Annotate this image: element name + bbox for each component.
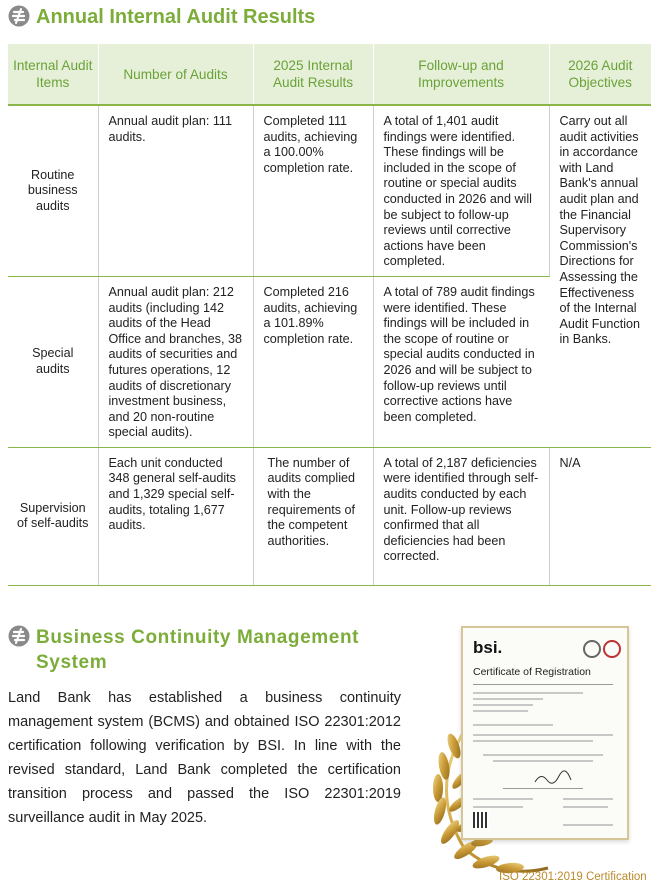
audit-result-cell: Completed 216 audits, achieving a 101.89% completion rate. [253,276,373,447]
column-header: Number of Audits [98,44,253,105]
bcms-paragraph: Land Bank has established a business continuity management system (BCMS) and obtained ISO 22301:2012 certification following verification by BSI. In line with the revised standard, Land Bank completed the certification transition process and passed the ISO 22301:2019 surveillance audit in May 2025. [8,690,401,826]
section-title: Annual Internal Audit Results [36,6,316,28]
column-header: 2026 Audit Objectives [549,44,651,105]
signature-icon [533,770,573,786]
text-line [473,692,583,694]
audit-count-cell: Each unit conducted 348 general self-audits and 1,329 special self-audits, totaling 1,677 audits. [98,447,253,585]
objective-cell: Carry out all audit activities in accordance with Land Bank's annual audit plan and the Financial Supervisory Commission's Directions for Assessing the Effectiveness of the Internal Audit Function in Banks. [549,105,651,447]
section-heading-audit [8,5,315,29]
seal-icon [583,640,601,658]
text-line [473,698,543,700]
followup-cell: A total of 789 audit findings were identified. These findings will be included in the scope of routine or special audits conducted in 2026 and will be subject to follow-up reviews until corrective actions have been completed. [373,276,549,447]
objective-cell: N/A [549,447,651,585]
text-line [563,806,608,808]
seal-icon [603,640,621,658]
column-header: Follow-up and Improvements [373,44,549,105]
audit-results-table [8,44,651,586]
text-line [473,798,533,800]
qr-code-icon [473,812,489,828]
followup-cell: A total of 1,401 audit findings were identified. These findings will be included in the scope of routine or special audits conducted in 2026 and will be subject to follow-up reviews until corrective actions have been completed. [373,105,549,276]
bsi-logo: bsi. [473,638,503,657]
table-row [8,447,651,585]
text-line [483,754,603,756]
text-line [503,788,583,789]
table-header-row [8,44,651,105]
section-title: Business Continuity Management System [36,627,360,673]
text-line [473,704,533,706]
land-bank-logo-icon [8,5,30,27]
followup-cell: A total of 2,187 deficiencies were identified through self-audits conducted by each unit. Follow-up reviews confirmed that all deficiencies had been corrected. [373,447,549,585]
certificate-title: Certificate of Registration [473,666,591,678]
text-line [473,740,593,742]
text-line [473,806,523,808]
column-header: 2025 Internal Audit Results [253,44,373,105]
text-line [473,684,613,685]
section-heading-bcms [8,625,408,675]
text-line [473,734,613,736]
certificate-document [461,626,629,840]
table-row [8,105,651,276]
audit-item-cell: Routine business audits [8,105,98,276]
text-line [493,760,593,762]
audit-item-cell: Special audits [8,276,98,447]
land-bank-logo-icon [8,625,30,647]
column-header: Internal Audit Items [8,44,98,105]
audit-count-cell: Annual audit plan: 212 audits (including 142 audits of the Head Office and branches, 38 audits of securities and futures operations, 12 audits of discretionary investment business, and 20 non-routine special audits). [98,276,253,447]
audit-count-cell: Annual audit plan: 111 audits. [98,105,253,276]
certificate-illustration [420,618,655,888]
audit-result-cell: Completed 111 audits, achieving a 100.00% completion rate. [253,105,373,276]
certificate-caption: ISO 22301:2019 Certification [499,871,647,883]
audit-item-cell: Supervision of self-audits [8,447,98,585]
text-line [473,724,553,726]
audit-result-cell: The number of audits complied with the requirements of the competent authorities. [253,447,373,585]
text-line [563,824,613,826]
text-line [473,710,528,712]
text-line [563,798,613,800]
